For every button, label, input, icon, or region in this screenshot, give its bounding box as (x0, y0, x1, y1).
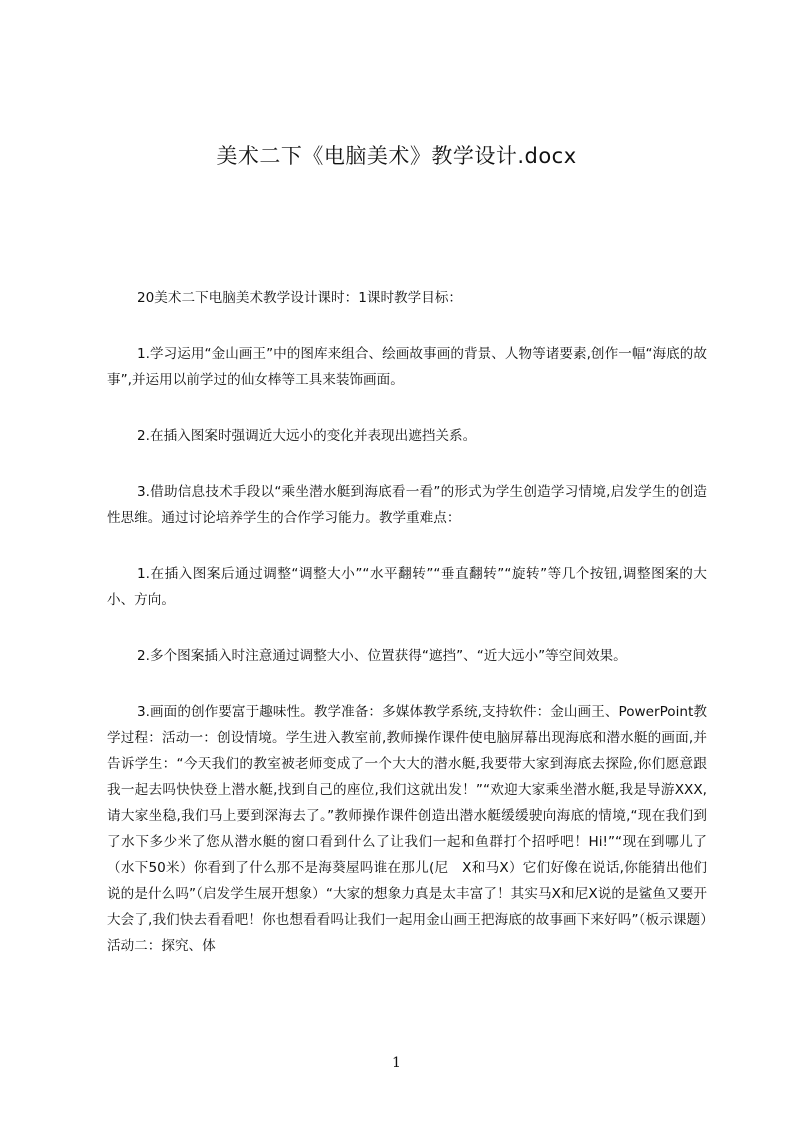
paragraph-difficulty-3-process: 3.画面的创作要富于趣味性。教学准备：多媒体教学系统,支持软件：金山画王、PowerPoint教学过程：活动一：创设情境。学生进入教室前,教师操作课件使电脑屏幕出现海底和潜水艇的画面,并告诉学生：“今天我们的教室被老师变成了一个大大的潜水艇,我要带大家到海底去探险,你们愿意跟我一起去吗快快登上潜水艇,找到自己的座位,我们这就出发！”“欢迎大家乘坐潜水艇,我是导游XXX,请大家坐稳,我们马上要到深海去了。”教师操作课件创造出潜水艇缓缓驶向海底的情境,“现在我们到了水下多少米了您从潜水艇的窗口看到什么了让我们一起和鱼群打个招呼吧！Hi!”“现在到哪儿了（水下50米）你看到了什么那不是海葵屋吗谁在那儿(尼 X和马X）它们好像在说话,你能猜出他们说的是什么吗”（启发学生展开想象）“大家的想象力真是太丰富了！其实马X和尼X说的是鲨鱼又要开大会了,我们快去看看吧！你也想看看吗让我们一起用金山画王把海底的故事画下来好吗”（板示课题）活动二：探究、体 (107, 704, 707, 954)
paragraph-difficulty-1: 1.在插入图案后通过调整“调整大小”“水平翻转”“垂直翻转”“旋转”等几个按钮,调整图案的大小、方向。 (107, 566, 707, 608)
paragraph-goal-3: 3.借助信息技术手段以“乘坐潜水艇到海底看一看”的形式为学生创造学习情境,启发学生的创造性思维。通过讨论培养学生的合作学习能力。教学重难点： (107, 484, 707, 526)
document-title: 美术二下《电脑美术》教学设计.docx (216, 144, 577, 168)
page-number: 1 (392, 1055, 401, 1071)
paragraph-intro: 20美术二下电脑美术教学设计课时：1课时教学目标： (137, 290, 463, 306)
paragraph-goal-1: 1.学习运用“金山画王”中的图库来组合、绘画故事画的背景、人物等诸要素,创作一幅“海底的故事”,并运用以前学过的仙女棒等工具来装饰画面。 (107, 346, 707, 388)
document-body (107, 285, 707, 989)
paragraph-goal-2: 2.在插入图案时强调近大远小的变化并表现出遮挡关系。 (137, 428, 477, 444)
paragraph-difficulty-2: 2.多个图案插入时注意通过调整大小、位置获得“遮挡”、“近大远小”等空间效果。 (137, 648, 627, 664)
